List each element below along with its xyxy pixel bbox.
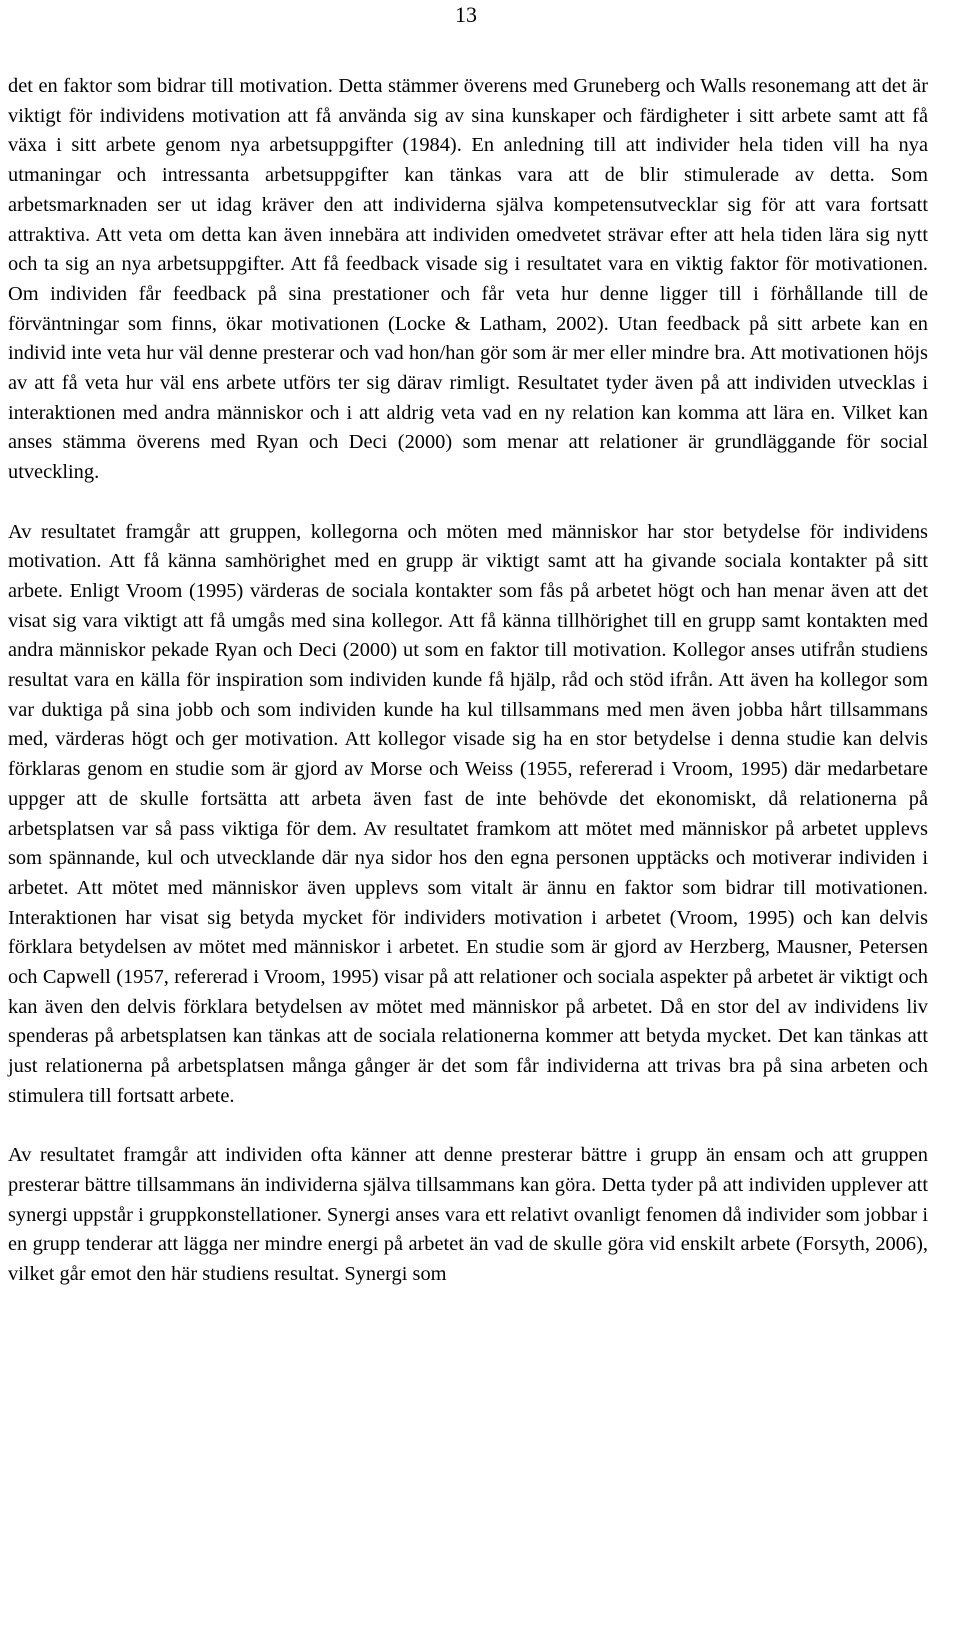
paragraph-1: det en faktor som bidrar till motivation. Detta stämmer överens med Gruneberg och Walls resonemang att det är viktigt för individens motivation att få använda sig av sina kunskaper och färdigheter i sitt arbete samt att få växa i sitt arbete genom nya arbetsuppgifter (1984). En anledning till att individer hela tiden vill ha nya utmaningar och intressanta arbetsuppgifter kan tänkas vara att de blir stimulerade av detta. Som arbetsmarknaden ser ut idag kräver den att individerna själva kompetensutvecklar sig för att vara fortsatt attraktiva. Att veta om detta kan även innebära att individen omedvetet strävar efter att hela tiden lära sig nytt och ta sig an nya arbetsuppgifter. Att få feedback visade sig i resultatet vara en viktig faktor för motivationen. Om individen får feedback på sina prestationer och får veta hur denne ligger till i förhållande till de förväntningar som finns, ökar motivationen (Locke & Latham, 2002). Utan feedback på sitt arbete kan en individ inte veta hur väl denne presterar och vad hon/han gör som är mer eller mindre bra. Att motivationen höjs av att få veta hur väl ens arbete utförs ter sig därav rimligt. Resultatet tyder även på att individen utvecklas i interaktionen med andra människor och i att aldrig veta vad en ny relation kan komma att lära en. Vilket kan anses stämma överens med Ryan och Deci (2000) som menar att relationer är grundläggande för social utveckling. (8, 75, 928, 484)
paragraph-3: Av resultatet framgår att individen ofta känner att denne presterar bättre i grupp än ensam och att gruppen presterar bättre tillsammans än individerna själva tillsammans kan göra. Detta tyder på att individen upplever att synergi uppstår i gruppkonstellationer. Synergi anses vara ett relativt ovanligt fenomen då individer som jobbar i en grupp tenderar att lägga ner mindre energi på arbetet än vad de skulle göra vid enskilt arbete (Forsyth, 2006), vilket går emot den här studiens resultat. Synergi som (8, 1144, 928, 1286)
document-body (8, 72, 928, 1290)
page-number: 13 (455, 2, 477, 27)
paragraph-2: Av resultatet framgår att gruppen, kollegorna och möten med människor har stor betydelse för individens motivation. Att få känna samhörighet med en grupp är viktigt samt att ha givande sociala kontakter på sitt arbete. Enligt Vroom (1995) värderas de sociala kontakter som fås på arbetet högt och han menar även att det visat sig vara viktigt att få umgås med sina kollegor. Att få känna tillhörighet till en grupp samt kontakten med andra människor pekade Ryan och Deci (2000) ut som en faktor till motivation. Kollegor anses utifrån studiens resultat vara en källa för inspiration som individen kunde få hjälp, råd och stöd ifrån. Att även ha kollegor som var duktiga på sina jobb och som individen kunde ha kul tillsammans med men även jobba hårt tillsammans med, värderas högt och ger motivation. Att kollegor visade sig ha en stor betydelse i denna studie kan delvis förklaras genom en studie som är gjord av Morse och Weiss (1955, refererad i Vroom, 1995) där medarbetare uppger att de skulle fortsätta att arbeta även fast de inte behövde det ekonomiskt, då relationerna på arbetsplatsen var så pass viktiga för dem. Av resultatet framkom att mötet med människor på arbetet upplevs som spännande, kul och utvecklande där nya sidor hos den egna personen upptäcks och motiverar individen i arbetet. Att mötet med människor även upplevs som vitalt är ännu en faktor som bidrar till motivationen. Interaktionen har visat sig betyda mycket för individers motivation i arbetet (Vroom, 1995) och kan delvis förklara betydelsen av mötet med människor i arbetet. En studie som är gjord av Herzberg, Mausner, Petersen och Capwell (1957, refererad i Vroom, 1995) visar på att relationer och sociala aspekter på arbetet är viktigt och kan även den delvis förklara betydelsen av mötet med människor på arbetet. Då en stor del av individens liv spenderas på arbetsplatsen kan tänkas att de sociala relationerna kommer att betyda mycket. Det kan tänkas att just relationerna på arbetsplatsen många gånger är det som får individerna att trivas bra på sina arbeten och stimulera till fortsatt arbete. (8, 520, 928, 1107)
